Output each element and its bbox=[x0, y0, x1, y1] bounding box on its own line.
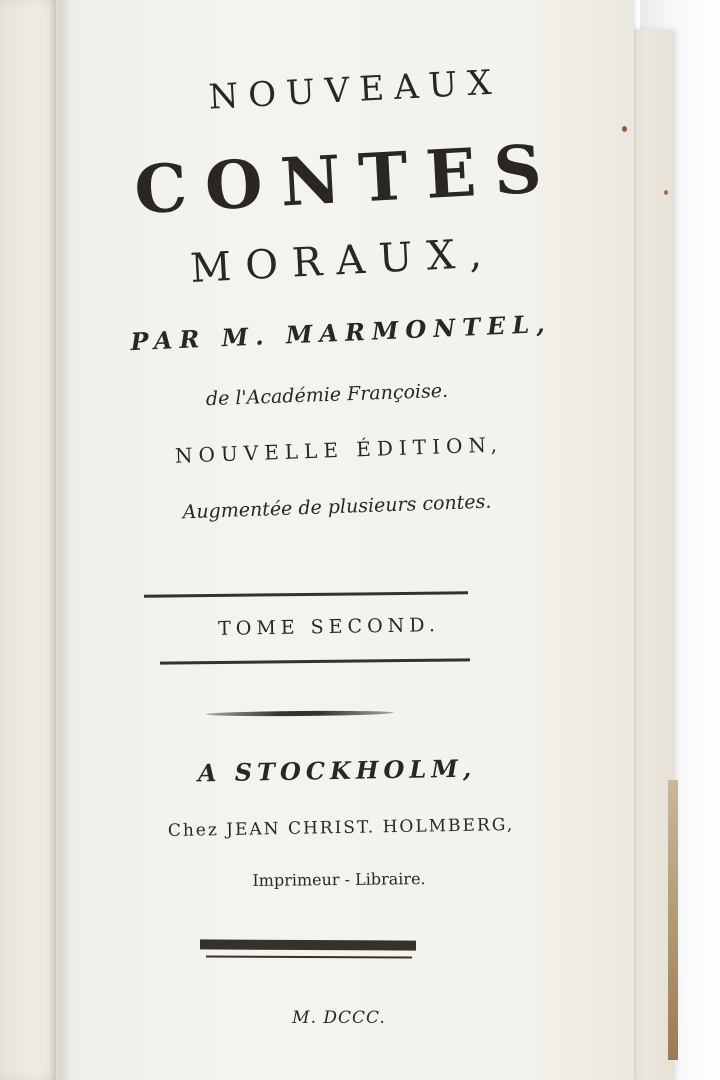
foxing-spot bbox=[622, 126, 627, 132]
thick-rule bbox=[200, 939, 416, 950]
augmented-line: Augmentée de plusieurs contes. bbox=[182, 490, 492, 524]
title-line-contes: CONTES bbox=[132, 128, 562, 230]
publisher-line: Chez JEAN CHRIST. HOLMBERG, bbox=[167, 814, 515, 842]
ornamental-rule bbox=[206, 710, 394, 717]
title-page bbox=[56, 0, 634, 1080]
edition-line: NOUVELLE ÉDITION, bbox=[174, 432, 504, 468]
thin-rule bbox=[206, 955, 412, 958]
foxing-spot bbox=[664, 190, 668, 195]
rule-above-volume bbox=[144, 591, 468, 597]
place-line: A STOCKHOLM, bbox=[197, 753, 477, 788]
title-line-nouveaux: NOUVEAUX bbox=[207, 62, 503, 118]
year-line: M. DCCC. bbox=[292, 1008, 386, 1028]
leather-cover-edge bbox=[668, 780, 678, 1060]
spine-shadow bbox=[48, 0, 72, 1080]
title-line-moraux: MORAUX, bbox=[189, 230, 497, 292]
publisher-role-line: Imprimeur - Libraire. bbox=[252, 869, 426, 890]
rule-below-volume bbox=[160, 658, 470, 664]
author-line: PAR M. MARMONTEL, bbox=[129, 308, 553, 357]
volume-line: TOME SECOND. bbox=[217, 614, 441, 640]
affiliation-line: de l'Académie Françoise. bbox=[205, 379, 449, 411]
